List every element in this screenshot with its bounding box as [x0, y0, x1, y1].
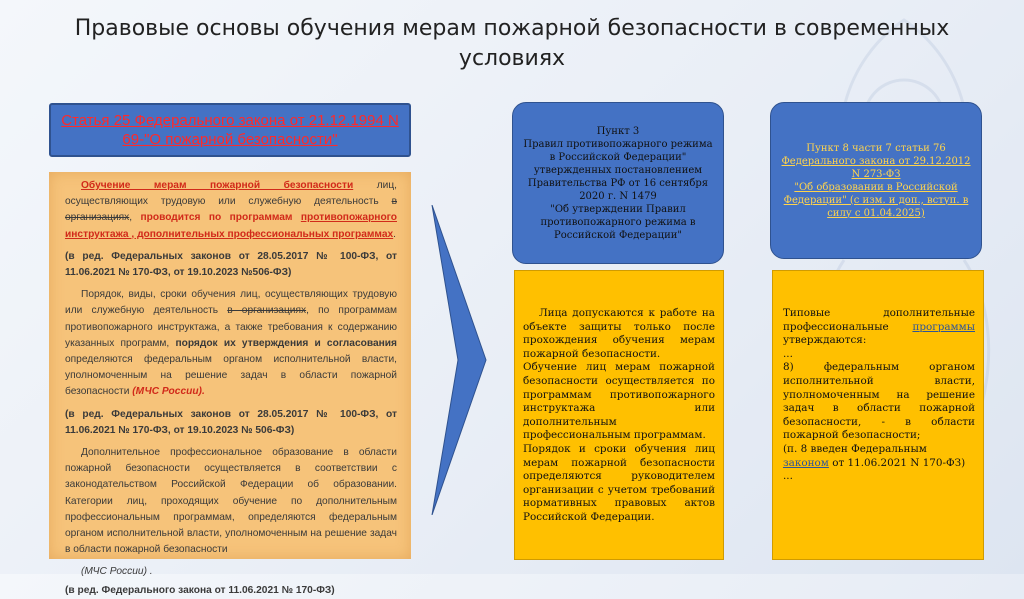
fire-rules-title: "Об утверждении Правил противопожарного режима в Российской Федерации" [540, 203, 696, 241]
text-fragment: , по программам противопожарного инструктажа, а также требования к содержанию указанных программ, [65, 305, 397, 349]
struck-text: в организациях [65, 196, 397, 224]
edu-paragraph-3 [783, 443, 975, 470]
right-arrow-icon [428, 205, 488, 515]
rule-paragraph-2: Обучение лиц мерам пожарной безопасности осуществляется по программам противопожарного инструктажа или дополнительным профессиональным программам. [523, 361, 715, 442]
text-fragment: лиц, осуществляющих трудовую или служебную деятельность [65, 180, 397, 208]
law-article-link[interactable]: Статья 25 Федерального закона от 21.12.1994 N 69-"О пожарной безопасности" [61, 112, 399, 148]
text-fragment: Порядок, виды, сроки обучения лиц, осуществляющих трудовую или служебную деятельность [65, 289, 397, 317]
text-fragment [292, 212, 300, 223]
struck-text: в организациях [227, 305, 307, 317]
text-fragment: определяются федеральным органом исполнительной власти, уполномоченным на решение задач в области пожарной безопасности [65, 354, 397, 398]
text-fragment: Дополнительное профессиональное образование в области пожарной безопасности осуществляется в соответствии с законодательством Российской Федерации об образовании. Категории лиц, проходящих обучение по дополнительным профессиональным программам, определяются федеральным органом исполнительной власти, уполномоченным на решение задач в области пожарной безопасности [65, 447, 397, 556]
rule-paragraph-1: Лица допускаются к работе на объекте защиты только после прохождения обучения мерам пожарной безопасности. [523, 307, 715, 360]
fire-rules-text [514, 270, 724, 560]
edition-note-2: (в ред. Федеральных законов от 28.05.2017 № 100-ФЗ, от 11.06.2021 № 170-ФЗ, от 19.10.2023 № 506-ФЗ) [65, 408, 397, 436]
text-fragment: Типовые дополнительные профессиональные [783, 307, 975, 333]
edition-note-1: (в ред. Федеральных законов от 28.05.2017 № 100-ФЗ, от 11.06.2021 № 170-ФЗ, от 19.10.2023 №506-ФЗ) [65, 250, 397, 279]
law-text-scan [49, 172, 411, 596]
slide-title: Правовые основы обучения мерам пожарной безопасности в современных условиях [74, 16, 950, 71]
education-law-header [770, 102, 982, 259]
highlight-mchs: (МЧС России). [132, 386, 205, 398]
rule-paragraph-3: Порядок и сроки обучения лиц мерам пожарной безопасности определяются руководителем организации с учетом требований нормативных правовых актов Российской Федерации. [523, 442, 715, 523]
text-fragment: утверждаются: [783, 334, 867, 347]
education-law-point: Пункт 8 части 7 статьи 76 [806, 142, 946, 154]
highlight-training: Обучение мерам пожарной безопасности [81, 180, 354, 191]
law-link[interactable]: законом [783, 456, 829, 469]
text-fragment: от 11.06.2021 N 170-ФЗ) [828, 456, 966, 469]
text-fragment: . [393, 228, 396, 240]
edu-paragraph-2: 8) федеральным органом исполнительной власти, уполномоченным на решение задач в области пожарной безопасности, - в области пожарной безопасности; [783, 361, 975, 442]
highlight-instruction: противопожарного инструктажа , дополнительных профессиональных программах [65, 212, 397, 240]
law-paragraph-1 [65, 178, 397, 243]
education-law-link[interactable]: Федерального закона от 29.12.2012 N 273-ФЗ [781, 155, 971, 180]
text-fragment: , [129, 212, 141, 224]
edu-paragraph-1 [783, 307, 975, 348]
law-paragraph-3 [65, 445, 397, 558]
education-law-text [772, 270, 984, 560]
edu-ellipsis-2: ... [783, 470, 793, 483]
law-paragraph-2 [65, 287, 397, 400]
law-article-header [49, 103, 411, 157]
edition-note-3: (в ред. Федерального закона от 11.06.2021 № 170-ФЗ) [65, 584, 335, 596]
fire-rules-header [512, 102, 724, 264]
education-law-title-link[interactable]: "Об образовании в Российской Федерации" (с изм. и доп., вступ. в силу с 01.04.2025) [783, 181, 969, 219]
fire-rules-point: Пункт 3 [596, 125, 640, 137]
mchs-note: (МЧС России) . [81, 566, 153, 578]
text-fragment: (п. 8 введен Федеральным [783, 442, 927, 455]
fire-rules-source: Правил противопожарного режима в Российской Федерации" утвержденных постановлением Правительства РФ от 16 сентября 2020 г. N 1479 [523, 138, 713, 202]
highlight-programs: проводится по программам [140, 212, 293, 224]
bold-text: порядок их утверждения и согласования [175, 337, 397, 349]
programs-link[interactable]: программы [912, 320, 975, 333]
edu-ellipsis-1: ... [783, 347, 793, 360]
